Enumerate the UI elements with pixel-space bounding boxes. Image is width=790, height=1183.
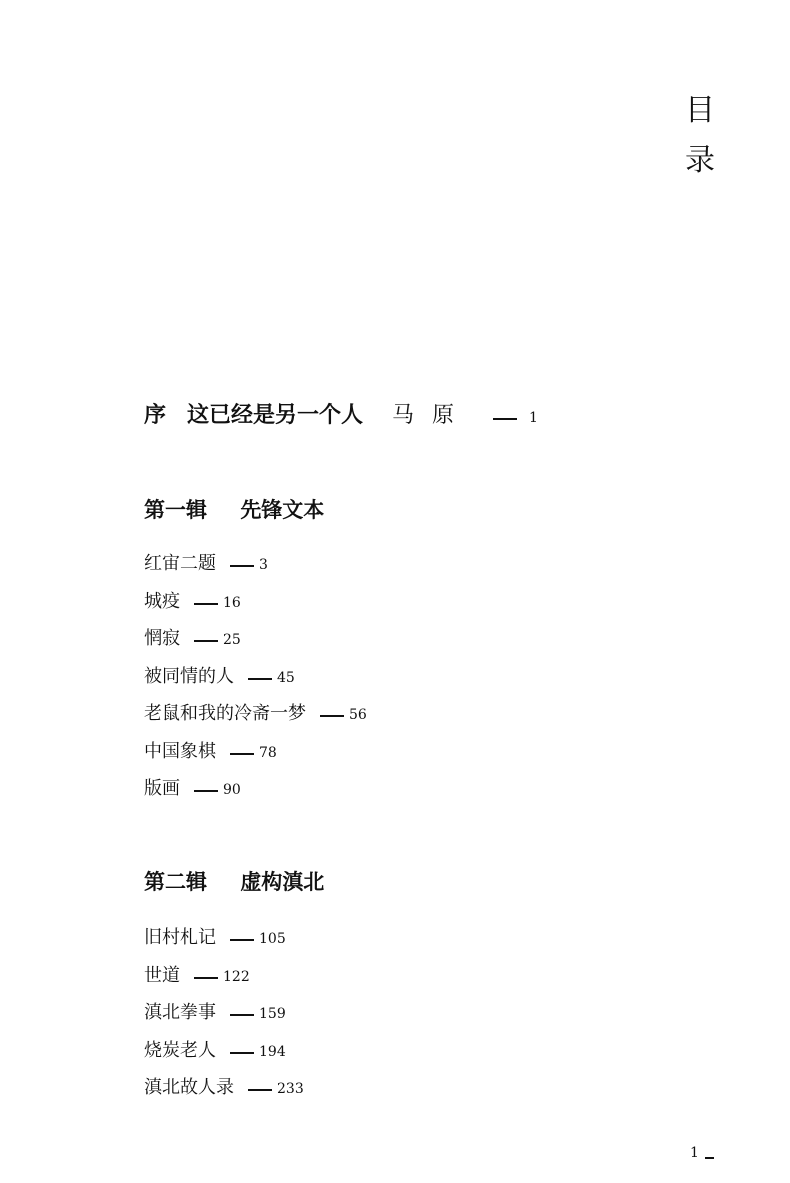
section-title: 虚构滇北 <box>240 869 325 894</box>
page-title <box>680 86 720 186</box>
entry-title: 旧村札记 <box>144 927 216 948</box>
leader-dash <box>230 1014 254 1016</box>
leader-dash <box>248 678 272 680</box>
toc-entry[interactable] <box>144 1032 304 1070</box>
toc-entry[interactable] <box>144 583 367 621</box>
toc-entry[interactable] <box>144 770 367 808</box>
preface-author: 马原 <box>392 403 473 428</box>
section-title: 先锋文本 <box>240 497 325 522</box>
entry-title: 滇北故人录 <box>144 1077 234 1098</box>
leader-dash <box>194 790 218 792</box>
section-label: 第一辑 <box>144 497 207 522</box>
entry-title: 城疫 <box>144 590 180 612</box>
entry-page-number: 159 <box>259 1006 286 1022</box>
leader-dash <box>194 977 218 979</box>
toc-entry[interactable] <box>144 1069 304 1107</box>
entry-page-number: 233 <box>277 1081 304 1097</box>
entry-page-number: 122 <box>223 968 250 985</box>
leader-dash <box>248 1089 272 1091</box>
toc-entry[interactable] <box>144 957 304 995</box>
section-heading-1 <box>144 494 324 524</box>
preface-label: 序 <box>144 402 167 428</box>
toc-entry[interactable] <box>144 658 367 696</box>
entry-page-number: 56 <box>349 707 367 723</box>
entry-title: 被同情的人 <box>144 665 234 687</box>
toc-entry[interactable] <box>144 919 304 957</box>
entry-page-number: 16 <box>223 594 241 611</box>
toc-entry[interactable] <box>144 994 304 1032</box>
entry-title: 惘寂 <box>144 628 180 649</box>
entry-page-number: 25 <box>223 632 241 648</box>
preface-page-number: 1 <box>529 410 538 426</box>
preface-entry[interactable] <box>144 398 538 429</box>
leader-dash <box>194 640 218 642</box>
entry-page-number: 194 <box>259 1043 286 1060</box>
entry-page-number: 78 <box>259 744 277 761</box>
entry-page-number: 105 <box>259 931 286 947</box>
preface-title: 这已经是另一个人 <box>187 402 364 428</box>
section-heading-2 <box>144 866 324 896</box>
section-2-entries <box>144 919 304 1107</box>
entry-title: 版画 <box>144 778 180 799</box>
page-number <box>690 1145 714 1161</box>
folio-mark <box>705 1157 714 1159</box>
leader-dash <box>230 565 254 567</box>
toc-entry[interactable] <box>144 545 367 583</box>
entry-title: 世道 <box>144 964 180 986</box>
entry-title: 红宙二题 <box>144 553 216 574</box>
entry-page-number: 45 <box>277 669 295 686</box>
page-title-char-2: 录 <box>685 143 715 178</box>
leader-dash <box>230 939 254 941</box>
section-1-entries <box>144 545 367 808</box>
toc-entry[interactable] <box>144 695 367 733</box>
leader-dash <box>230 1052 254 1054</box>
toc-entry[interactable] <box>144 620 367 658</box>
page-title-char-1: 目 <box>685 93 715 128</box>
folio-number: 1 <box>690 1145 699 1161</box>
entry-title: 烧炭老人 <box>144 1039 216 1061</box>
toc-entry[interactable] <box>144 733 367 771</box>
leader-dash <box>320 715 344 717</box>
entry-title: 滇北拳事 <box>144 1002 216 1023</box>
leader-dash <box>230 753 254 755</box>
section-label: 第二辑 <box>144 869 207 894</box>
entry-page-number: 90 <box>223 782 241 798</box>
leader-dash <box>194 603 218 605</box>
leader-dash <box>493 418 517 420</box>
entry-title: 老鼠和我的冷斋一梦 <box>144 703 306 724</box>
entry-title: 中国象棋 <box>144 740 216 762</box>
entry-page-number: 3 <box>259 557 268 573</box>
